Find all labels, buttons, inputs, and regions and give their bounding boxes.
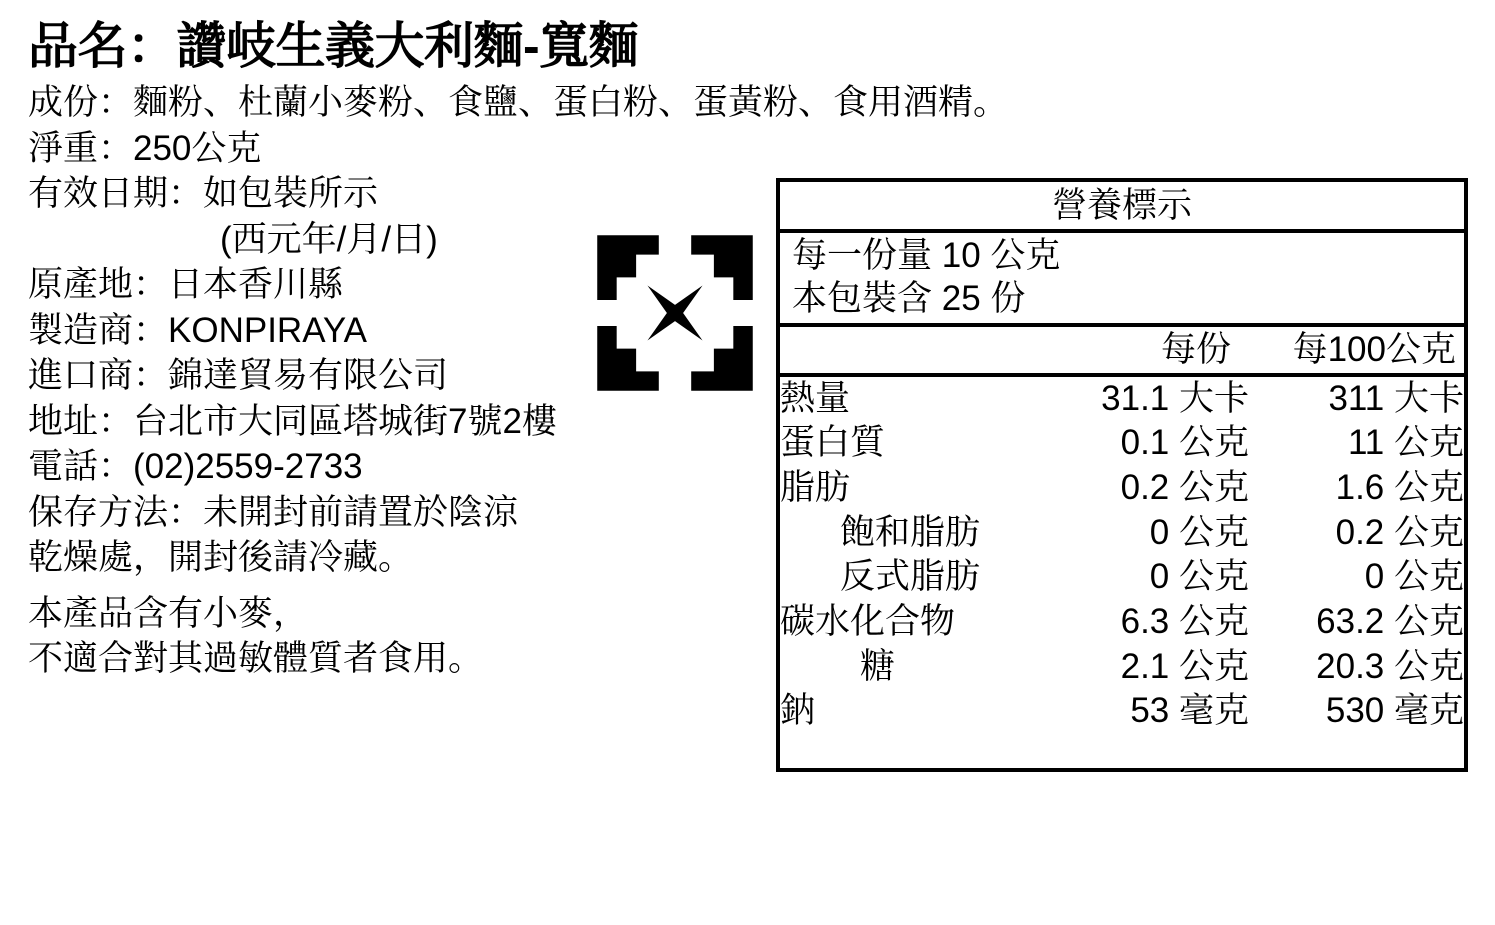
nutrient-per-100g: 311 大卡 bbox=[1328, 378, 1464, 418]
table-row bbox=[780, 645, 1464, 690]
expiry-format-line: (西元年/月/日) bbox=[220, 219, 438, 259]
nutrient-per-serving: 0.1 公克 bbox=[1120, 423, 1249, 463]
nutrition-panel bbox=[776, 178, 1468, 772]
table-row bbox=[780, 421, 1464, 466]
importer-line: 進口商：錦達貿易有限公司 bbox=[28, 356, 449, 395]
nutrient-name: 糖 bbox=[860, 646, 896, 686]
table-row bbox=[780, 466, 1464, 511]
nutrient-per-serving: 0.2 公克 bbox=[1120, 468, 1249, 507]
column-header-per-serving: 每份 bbox=[1160, 329, 1231, 369]
nutrition-table bbox=[780, 377, 1464, 735]
nutrient-per-100g: 20.3 公克 bbox=[1316, 646, 1464, 686]
servings-per-pack: 本包裝含 25 份 bbox=[792, 278, 1026, 318]
allergen-line-1: 本產品含有小麥， bbox=[28, 593, 309, 633]
nutrient-name: 熱量 bbox=[780, 378, 851, 418]
nutrient-per-100g: 0 公克 bbox=[1364, 557, 1464, 597]
serving-info bbox=[780, 233, 1464, 322]
nutrient-per-100g: 0.2 公克 bbox=[1335, 512, 1464, 552]
ingredients-line: 成份：麵粉、杜蘭小麥粉、食鹽、蛋白粉、蛋黃粉、食用酒精。 bbox=[28, 83, 1009, 122]
nutrient-per-serving: 0 公克 bbox=[1149, 512, 1249, 552]
column-header-per-100g: 每100公克 bbox=[1292, 329, 1456, 369]
nutrient-name: 飽和脂肪 bbox=[840, 512, 981, 552]
nutrient-per-serving: 2.1 公克 bbox=[1120, 646, 1249, 686]
nutrient-name: 鈉 bbox=[780, 691, 816, 731]
storage-line-1: 保存方法：未開封前請置於陰涼 bbox=[28, 492, 519, 532]
nutrient-per-serving: 31.1 大卡 bbox=[1101, 378, 1249, 418]
table-row bbox=[780, 511, 1464, 556]
table-row bbox=[780, 600, 1464, 645]
nutrition-column-headers bbox=[780, 323, 1464, 377]
nutrient-per-100g: 63.2 公克 bbox=[1316, 602, 1464, 642]
phone-line: 電話：(02)2559-2733 bbox=[28, 447, 363, 486]
table-row bbox=[780, 689, 1464, 734]
nutrient-name: 蛋白質 bbox=[780, 423, 886, 463]
nutrient-name: 碳水化合物 bbox=[780, 602, 956, 642]
serving-size: 每一份量 10 公克 bbox=[792, 236, 1061, 276]
nutrient-per-serving: 53 毫克 bbox=[1130, 691, 1249, 731]
storage-line-2: 乾燥處，開封後請冷藏。 bbox=[28, 538, 414, 577]
manufacturer-line: 製造商：KONPIRAYA bbox=[28, 310, 368, 350]
panel-bottom-spacer bbox=[780, 734, 1464, 768]
table-row bbox=[780, 377, 1464, 422]
nutrient-per-100g: 11 公克 bbox=[1347, 423, 1464, 463]
page-title: 品名：讚岐生義大利麵-寬麵 bbox=[28, 18, 639, 74]
recycle-mark-icon bbox=[594, 232, 756, 394]
table-row bbox=[780, 555, 1464, 600]
nutrient-per-100g: 530 毫克 bbox=[1325, 691, 1464, 731]
origin-line: 原產地：日本香川縣 bbox=[28, 265, 344, 304]
nutrition-title: 營養標示 bbox=[780, 182, 1464, 233]
net-weight-line: 淨重：250公克 bbox=[28, 128, 262, 168]
address-line: 地址：台北市大同區塔城街7號2樓 bbox=[28, 401, 557, 441]
spacer bbox=[28, 581, 768, 591]
allergen-line-2: 不適合對其過敏體質者食用。 bbox=[28, 639, 484, 678]
nutrient-name: 脂肪 bbox=[780, 468, 851, 507]
expiry-line: 有效日期：如包裝所示 bbox=[28, 174, 379, 213]
nutrient-per-serving: 6.3 公克 bbox=[1120, 602, 1249, 642]
nutrient-per-100g: 1.6 公克 bbox=[1335, 468, 1464, 507]
nutrient-name: 反式脂肪 bbox=[840, 557, 981, 597]
nutrient-per-serving: 0 公克 bbox=[1149, 557, 1249, 597]
